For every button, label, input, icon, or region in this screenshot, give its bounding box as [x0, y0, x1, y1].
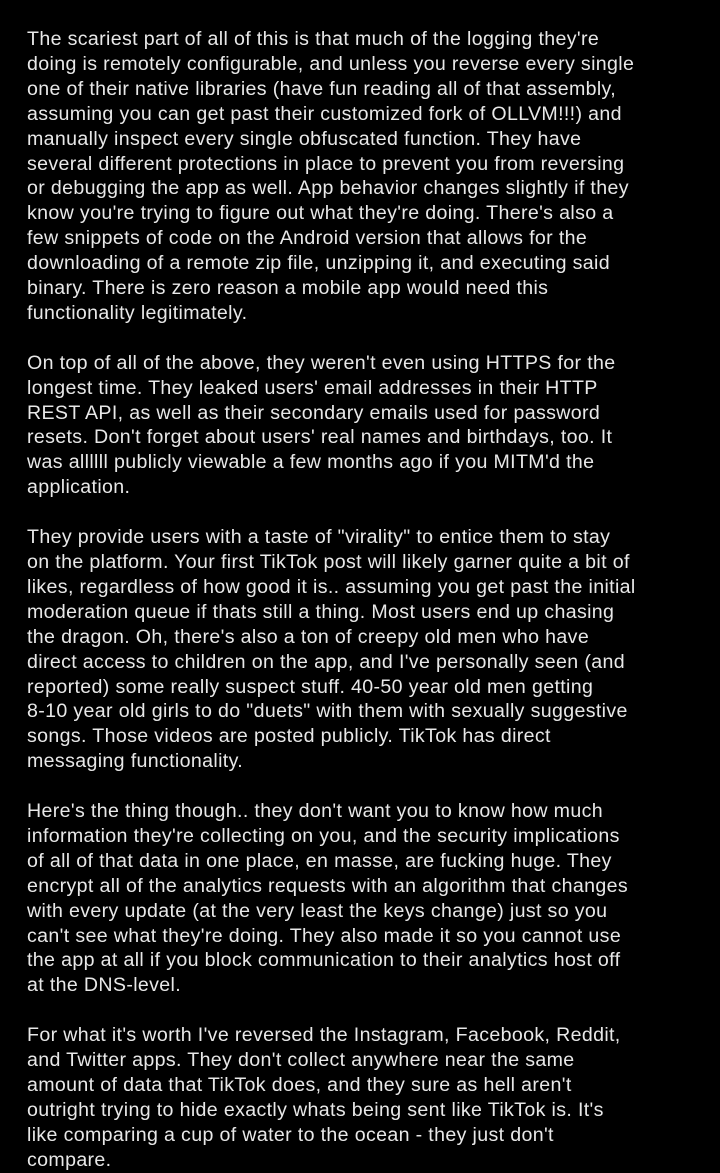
- paragraph-comparison: For what it's worth I've reversed the Instagram, Facebook, Reddit, and Twitter apps. They don't collect anywhere near the same amount of data that TikTok does, and they sure as hell aren't outright trying to hide exactly whats being sent like TikTok is. It's like comparing a cup of water to the ocean - they just don't compare.: [27, 1024, 621, 1171]
- paragraph-virality: They provide users with a taste of "virality" to entice them to stay on the platform. Your first TikTok post will likely garner quite a bit of likes, regardless of how good it is.. assuming you get past the initial moderation queue if thats still a thing. Most users end up chasing the dragon. Oh, there's also a ton of creepy old men who have direct access to children on the app, and I've personally seen (and reported) some really suspect stuff. 40-50 year old men getting 8-10 year old girls to do "duets" with them with sexually suggestive songs. Those videos are posted publicly. TikTok has direct messaging functionality.: [27, 526, 636, 773]
- paragraph-data-collection: Here's the thing though.. they don't want you to know how much information they're collecting on you, and the security implications of all of that data in one place, en masse, are fucking huge. They encrypt all of the analytics requests with an algorithm that changes with every update (at the very least the keys change) just so you can't see what they're doing. They also made it so you cannot use the app at all if you block communication to their analytics host off at the DNS-level.: [27, 800, 629, 997]
- paragraph-logging: The scariest part of all of this is that much of the logging they're doing is remotely configurable, and unless you reverse every single one of their native libraries (have fun reading all of that assembly, assuming you can get past their customized fork of OLLVM!!!) and manually inspect every single obfuscated function. They have several different protections in place to prevent you from reversing or debugging the app as well. App behavior changes slightly if they know you're trying to figure out what they're doing. There's also a few snippets of code on the Android version that allows for the downloading of a remote zip file, unzipping it, and executing said binary. There is zero reason a mobile app would need this functionality legitimately.: [27, 28, 635, 324]
- document-body: [27, 27, 699, 1173]
- paragraph-https: On top of all of the above, they weren't even using HTTPS for the longest time. They leaked users' email addresses in their HTTP REST API, as well as their secondary emails used for password resets. Don't forget about users' real names and birthdays, too. It was allllll publicly viewable a few months ago if you MITM'd the application.: [27, 351, 616, 499]
